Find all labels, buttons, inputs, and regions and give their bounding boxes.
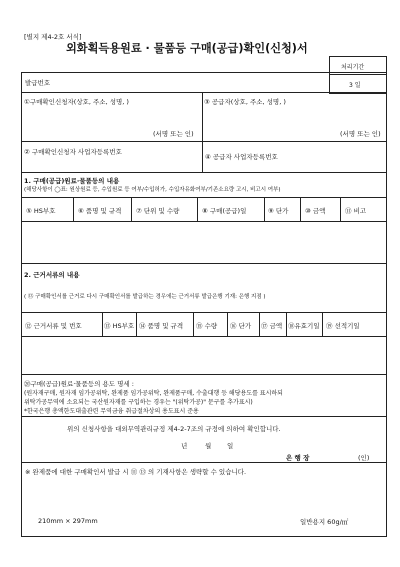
applicant-signature-label: (서명 또는 인) bbox=[153, 130, 194, 138]
col-valid-date: ⑱유효기일 bbox=[288, 322, 320, 330]
col-amount: ⑩ 금액 bbox=[305, 207, 326, 215]
issue-number-label: 발급번호 bbox=[25, 79, 51, 87]
section1-title: 1. 구매(공급)원료·물품등의 내용 bbox=[24, 177, 120, 185]
section2-note: ( ⑬ 구매확인서를 근거로 다시 구매확인서를 발급하는 경우에는 근거서류 발급은행 기재: 은행 지점 ) bbox=[24, 294, 266, 300]
col-remarks: ⑪ 비고 bbox=[345, 207, 367, 215]
applicant-label: ①구매확인신청자(상호, 주소, 성명, ) bbox=[24, 98, 129, 106]
col-unit-price-2: ⑯ 단가 bbox=[230, 322, 252, 330]
paper-type: 일반용지 60g/㎡ bbox=[300, 518, 349, 526]
col-hs-code-2: ⑬ HS부호 bbox=[104, 322, 135, 330]
date-year-label: 년 bbox=[181, 442, 188, 450]
usage-line-4: *한국은행 총액한도대출관련 무역금융 취급절차상의 용도표시 준용 bbox=[24, 408, 199, 415]
footnote: ※ 완제품에 대한 구매확인서 발급 시 ⑪ ⑬ 의 기재사항은 생략할 수 있습니다. bbox=[25, 468, 247, 476]
col-amount-2: ⑰ 금액 bbox=[261, 322, 283, 330]
form-number: [별지 제4-2호 서식] bbox=[24, 33, 82, 41]
date-day-label: 일 bbox=[227, 442, 234, 450]
seal-label: (인) bbox=[358, 454, 370, 462]
col-ship-date: ⑲ 선적기일 bbox=[326, 322, 360, 330]
supplier-signature-label: (서명 또는 인) bbox=[340, 130, 381, 138]
paper-size: 210mm × 297mm bbox=[38, 517, 98, 525]
applicant-registration-label: ② 구매확인신청자 사업자등록번호 bbox=[24, 148, 122, 156]
supplier-label: ③ 공급자(상호, 주소, 성명, ) bbox=[204, 98, 286, 106]
supplier-registration-label: ④ 공급자 사업자등록번호 bbox=[205, 153, 278, 161]
bank-chief-label: 은 행 장 bbox=[286, 454, 310, 462]
processing-period-value: 3 일 bbox=[349, 82, 361, 89]
col-unit-price: ⑨ 단가 bbox=[268, 207, 289, 215]
col-purchase-date: ⑧ 구매(공급)일 bbox=[202, 207, 247, 215]
col-product-spec-2: ⑭ 품명 및 규격 bbox=[139, 322, 184, 330]
usage-line-2: (원자재구매, 원자재 임가공위탁, 완제품 임가공위탁, 완제품구매, 수출대행 등 해당용도를 표시하되 bbox=[24, 390, 283, 397]
confirmation-text: 위의 신청사항을 대외무역관리규정 제4-2-7조의 규정에 의하여 확인합니다. bbox=[67, 425, 281, 433]
usage-line-1: ⑳구매(공급)원료·물품등의 용도 명세 : bbox=[24, 380, 134, 388]
col-product-spec: ⑥ 품명 및 규격 bbox=[78, 207, 122, 215]
section2-title: 2. 근거서류의 내용 bbox=[24, 271, 80, 279]
col-hs-code: ⑤ HS부호 bbox=[26, 207, 56, 215]
section1-note: (해당사항이 ◯표: 원상원료 등, 수입원료 등 여부/수입허가, 수입자유화여부/기존소요량 고시, 비고시 여부) bbox=[24, 187, 281, 193]
processing-period-label: 처리기간 bbox=[341, 64, 365, 71]
col-basis-doc: ⑫ 근거서류 및 번호 bbox=[25, 322, 82, 330]
col-unit-qty: ⑦ 단위 및 수량 bbox=[136, 207, 180, 215]
form-title: 외화획득용원료 · 물품등 구매(공급)확인(신청)서 bbox=[66, 42, 308, 55]
col-qty-2: ⑮ 수량 bbox=[196, 322, 218, 330]
usage-line-3: 위탁가공무역에 소요되는 국산원자재를 구입하는 경우는 "(위탁가공)" 문구를 추가표시) bbox=[24, 399, 253, 406]
date-month-label: 월 bbox=[205, 442, 212, 450]
